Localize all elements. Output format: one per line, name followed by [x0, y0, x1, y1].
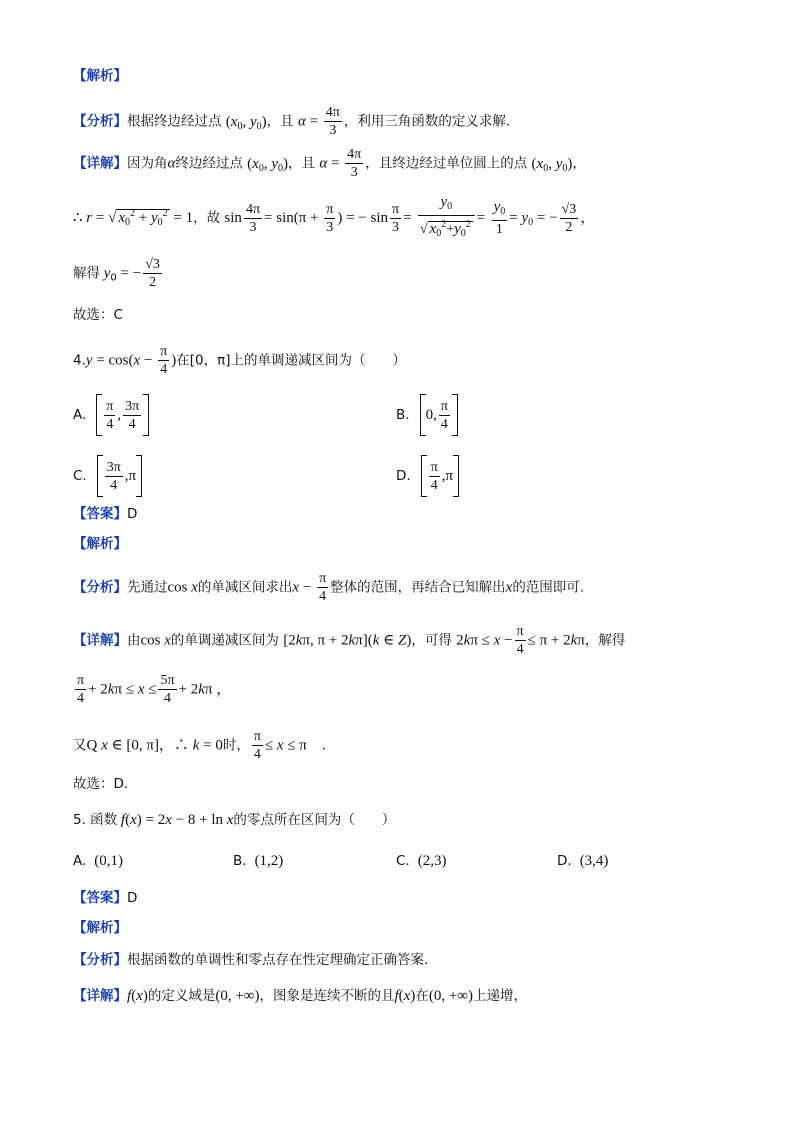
xiangjie-tag: 【详解】	[73, 155, 127, 172]
fenxi-tag: 【分析】	[73, 113, 127, 130]
q4-xiangjie-line: 【详解】由cos x的单调递减区间为 [2kπ, π + 2kπ](k ∈ Z)，可得 2kπ ≤ x − $\frac{\pi}{4}$ ≤ π + 2kπ，解得	[73, 624, 626, 657]
section-jiexi-q3	[73, 66, 127, 86]
q4-stem: 4.y = cos(x − $\frac{\pi}{4}$ )在[0，π]上的单调递减区间为（ ）	[73, 344, 406, 377]
q5-option-b[interactable]: B. (1,2)	[233, 853, 284, 869]
q3-solve-line: 解得 $y_0$ = − $\frac{√3}{2}$	[73, 257, 160, 290]
q3-fenxi-line: 【分析】根据终边经过点 ($x_0$, $y_0$)，且 α = $\frac{4\pi}{3}$ ，利用三角函数的定义求解.	[73, 105, 511, 138]
q3-xiangjie-line: 【详解】因为角α终边经过点 ($x_0$, $y_0$)，且 α = $\frac{4\pi}{3}$ ，且终边经过单位圆上的点 ($x_0$, $y_0$)，	[73, 147, 586, 180]
q4-conclusion-line: 又Q x ∈ [0, π]，∴ k = 0时， $\frac{\pi}{4}$ ≤ x ≤ π .	[73, 729, 326, 762]
q3-choose: 故选：C	[73, 307, 123, 323]
q5-jiexi: 【解析】	[73, 920, 127, 936]
q4-option-c[interactable]: C. $\frac{3\pi}{4}$ ,π	[73, 455, 142, 497]
q4-option-a[interactable]: A. $\frac{\pi}{4}$ , $\frac{3\pi}{4}$	[73, 394, 149, 436]
q5-answer: 【答案】D	[73, 890, 138, 906]
q5-option-a[interactable]: A. (0,1)	[73, 853, 124, 869]
q4-solution-range: $\frac{\pi}{4}$ + 2kπ ≤ x ≤ $\frac{5\pi}{4}$ + 2kπ ，	[77, 673, 232, 706]
q4-option-d[interactable]: D. $\frac{\pi}{4}$ ,π	[396, 455, 459, 497]
fraction-4pi-3: $\frac{4\pi}{3}$	[325, 105, 340, 138]
q5-stem: 5. 函数 f(x) = 2x − 8 + ln x的零点所在区间为（ ）	[73, 812, 396, 828]
q3-derivation-line: ∴ r = √ $x_0^2 + y_0^2 = 1$，故 sin $\frac{4\pi}{3}$ = sin(π + $\frac{\pi}{3}$ ) = − sin $\frac{\pi}{3}$ = $\frac{y_0}{√ x_0^2+y_0^2}$ = $\frac{y_0}{1}$ = $y_0$ = − $\frac{√3}{2}$ ，	[73, 194, 596, 239]
jiexi-tag: 【解析】	[73, 68, 127, 84]
q4-option-b[interactable]: B. 0, $\frac{\pi}{4}$	[396, 394, 458, 436]
q5-option-d[interactable]: D. (3,4)	[557, 853, 609, 869]
q4-choose: 故选：D.	[73, 776, 129, 792]
q4-answer: 【答案】D	[73, 506, 138, 522]
q5-fenxi-line: 【分析】根据函数的单调性和零点存在性定理确定正确答案.	[73, 952, 429, 968]
q5-option-c[interactable]: C. (2,3)	[396, 853, 447, 869]
q4-fenxi-line: 【分析】先通过cos x的单减区间求出x − $\frac{\pi}{4}$ 整体的范围，再结合已知解出x的范围即可.	[73, 571, 585, 604]
q5-xiangjie-line: 【详解】f(x)的定义域是(0, +∞)，图象是连续不断的且f(x)在(0, +∞)上递增，	[73, 988, 527, 1004]
q4-jiexi: 【解析】	[73, 536, 127, 552]
